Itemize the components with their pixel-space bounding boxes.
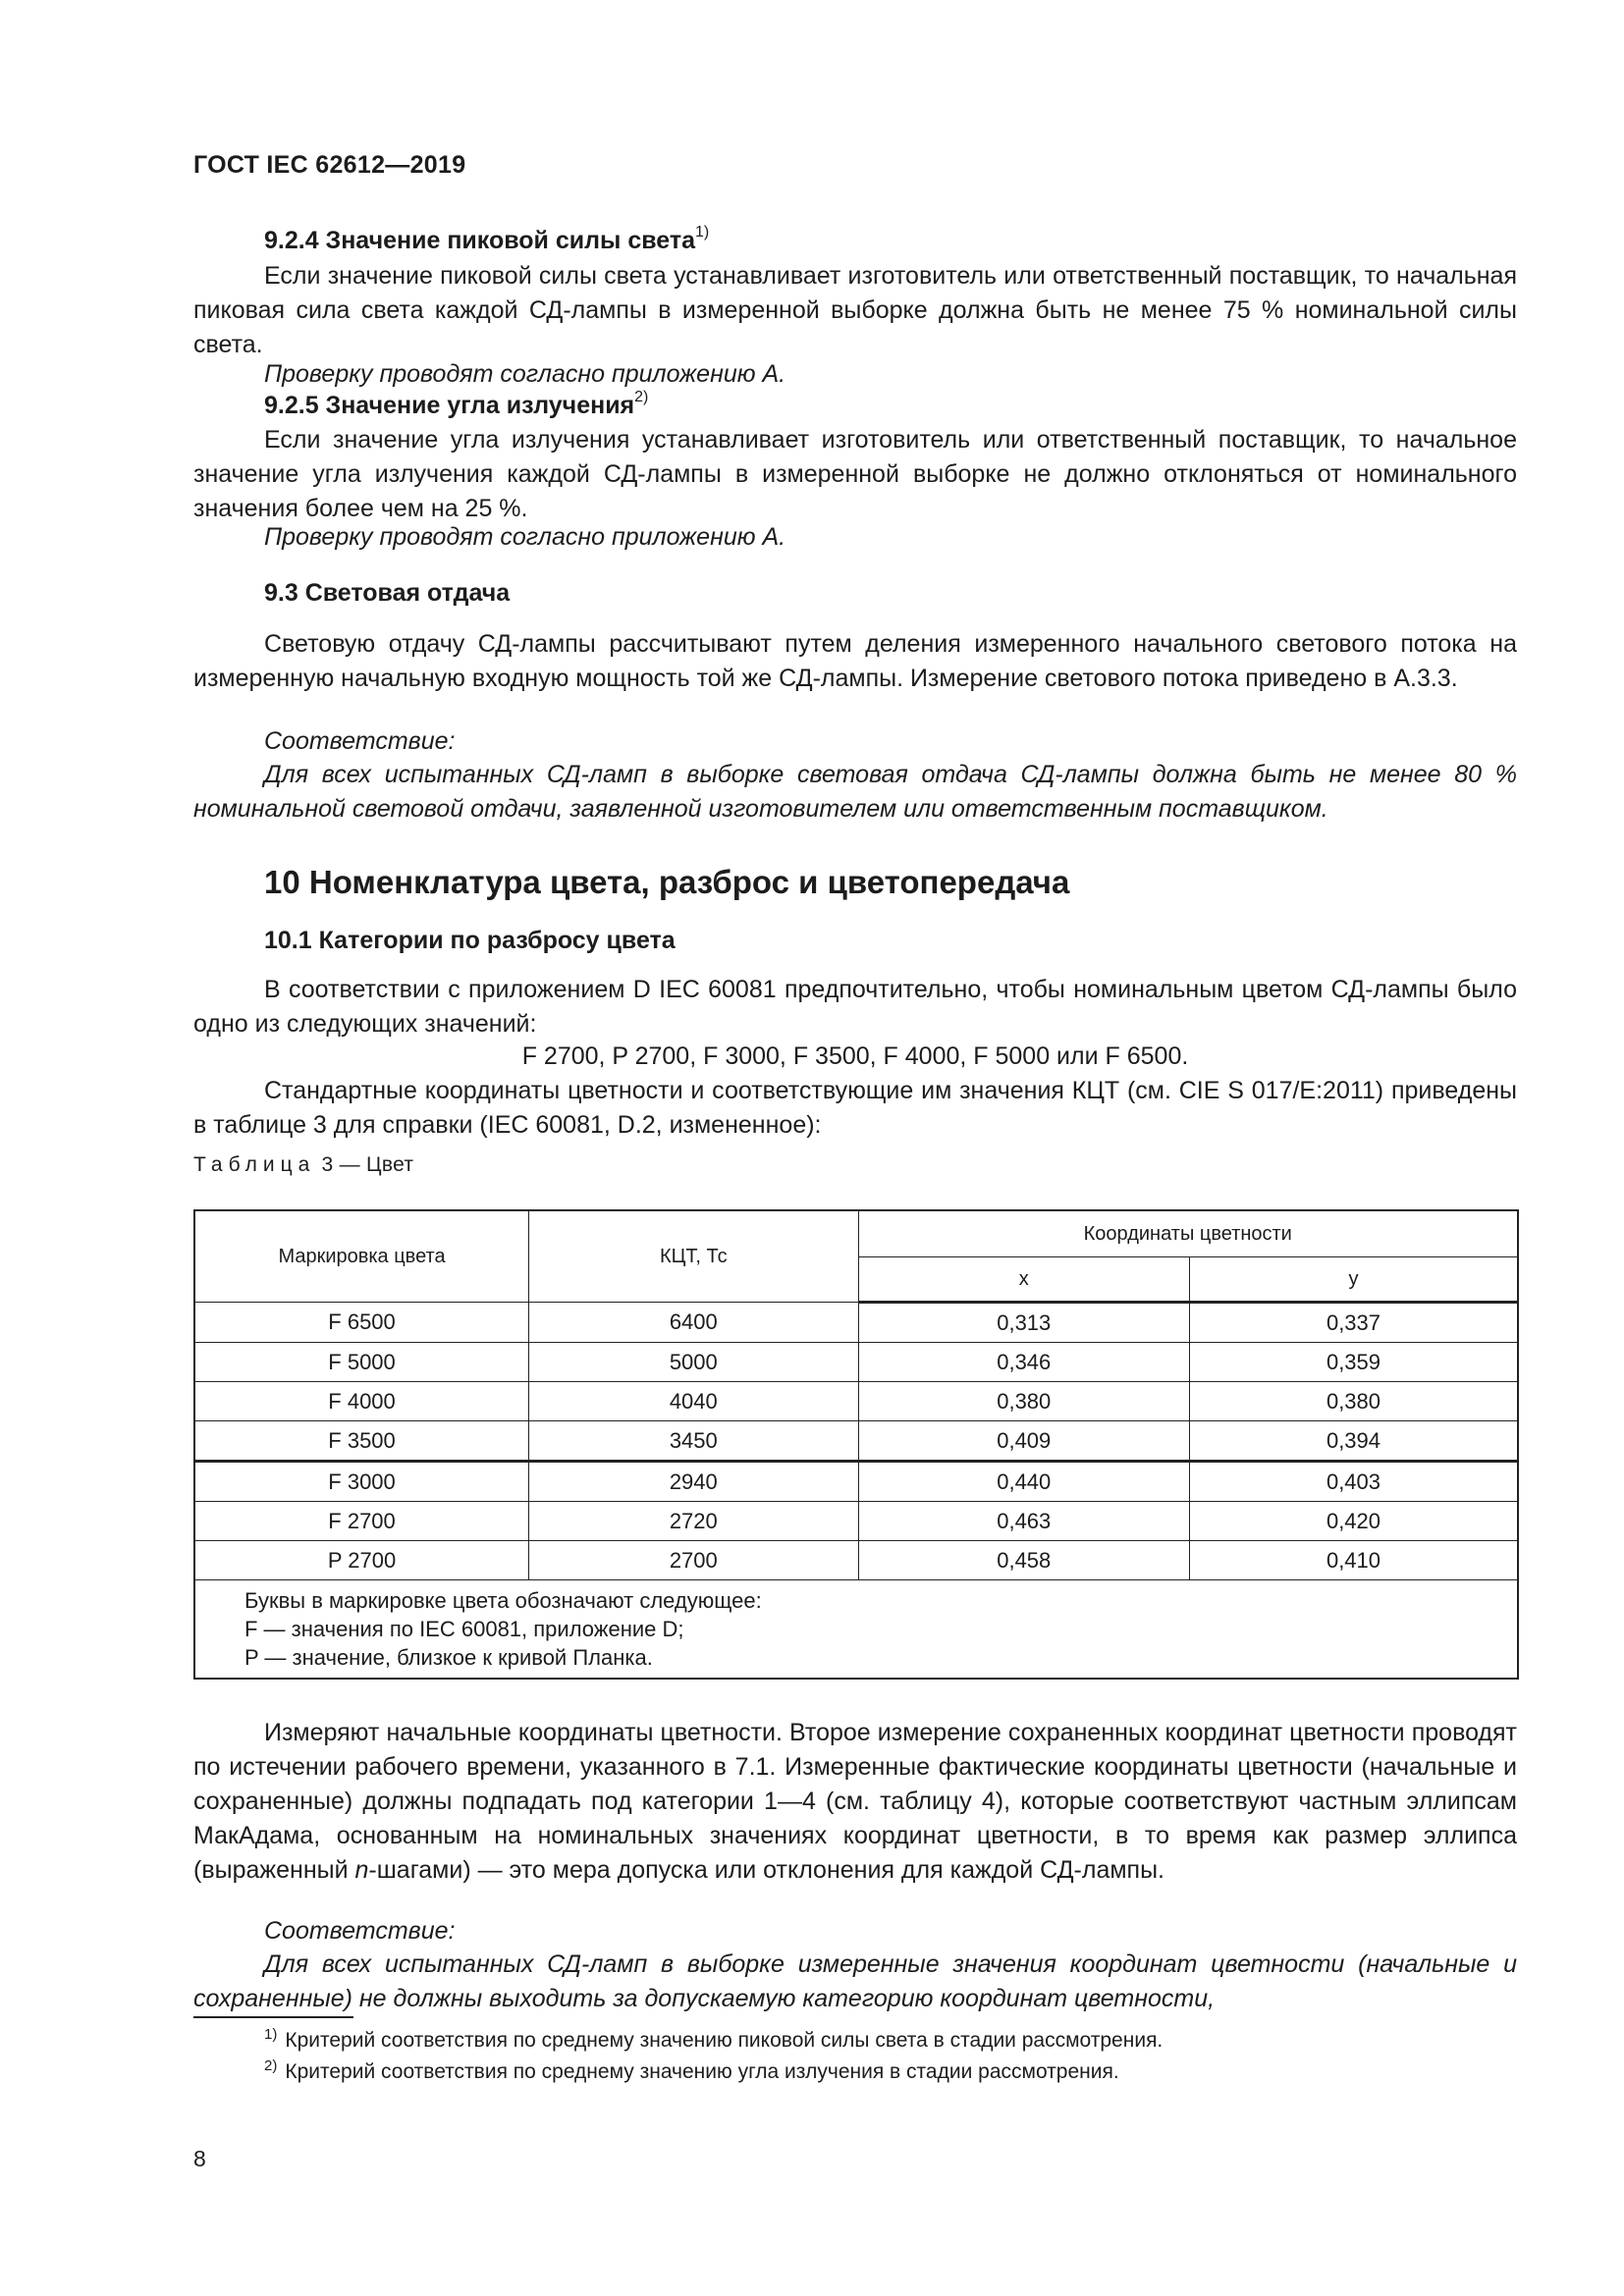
table-row: F 4000 4040 0,380 0,380 (194, 1382, 1518, 1421)
section-10-1-conformity-label: Соответствие: (264, 1917, 456, 1945)
footnote-separator (193, 2016, 353, 2018)
table-3-caption: Таблица 3 — Цвет (193, 1153, 414, 1176)
table-3-color (193, 1209, 1519, 1680)
table-note: Буквы в маркировке цвета обозначают следующее: F — значения по IEC 60081, приложение D; P — значение, близкое к кривой Планка. (194, 1580, 1518, 1680)
section-9-2-4-check: Проверку проводят согласно приложению А. (264, 360, 786, 388)
section-9-3-conformity-label: Соответствие: (264, 727, 456, 755)
section-10-1-measurement-text: Измеряют начальные координаты цветности. Второе измерение сохраненных координат цветности проводят по истечении рабочего времени, указанного в 7.1. Измеренные фактические координаты цветности (начальные и сохраненные) должны подпадать под категории 1—4 (см. таблицу 4), которые соответствуют частным эллипсам МакАдама, основанным на номинальных значениях координат цветности, в то время как размер эллипса (выраженный n-шагами) — это мера допуска или отклонения для каждой СД-лампы. (193, 1719, 1517, 1884)
section-10-1-text-1: В соответствии с приложением D IEC 60081 предпочтительно, чтобы номинальным цветом СД-лампы было одно из следующих значений: (193, 976, 1517, 1038)
section-9-2-4-title: 9.2.4 Значение пиковой силы света$^{1)}$ (264, 224, 710, 254)
table-row: P 2700 2700 0,458 0,410 (194, 1541, 1518, 1580)
footnote-1: $^{1)}$ Критерий соответствия по среднему значению пиковой силы света в стадии рассмотрения. (264, 2026, 1164, 2052)
header-y: y (1189, 1257, 1518, 1303)
document-header: ГОСТ IEC 62612—2019 (193, 151, 466, 179)
section-9-3-conformity-text: Для всех испытанных СД-ламп в выборке световая отдача СД-лампы должна быть не менее 80 % номинальной световой отдачи, заявленной изготовителем или ответственным поставщиком. (193, 761, 1517, 823)
section-9-2-5-text: Если значение угла излучения устанавливает изготовитель или ответственный поставщик, то начальное значение угла излучения каждой СД-лампы в измеренной выборке не должно отклоняться от номинального значения более чем на 25 %. (193, 426, 1517, 522)
footnote-ref-1: 1) (695, 224, 710, 240)
header-marking: Маркировка цвета (194, 1210, 529, 1303)
table-row: F 5000 5000 0,346 0,359 (194, 1343, 1518, 1382)
table-row: F 2700 2720 0,463 0,420 (194, 1502, 1518, 1541)
table-row: F 3000 2940 0,440 0,403 (194, 1462, 1518, 1502)
section-9-2-5-check: Проверку проводят согласно приложению А. (264, 523, 786, 551)
page-number: 8 (193, 2146, 206, 2171)
header-x: x (858, 1257, 1189, 1303)
header-chromaticity: Координаты цветности (858, 1210, 1518, 1257)
section-9-2-5-title: 9.2.5 Значение угла излучения$^{2)}$ (264, 389, 649, 419)
section-10-1-values: F 2700, P 2700, F 3000, F 3500, F 4000, F 5000 или F 6500. (521, 1042, 1189, 1070)
section-10-title: 10 Номенклатура цвета, разброс и цветопередача (264, 864, 1070, 900)
section-10-1-title: 10.1 Категории по разбросу цвета (264, 927, 676, 954)
section-9-3-title: 9.3 Световая отдача (264, 579, 511, 607)
footnote-ref-2: 2) (634, 389, 649, 405)
table-row: F 3500 3450 0,409 0,394 (194, 1421, 1518, 1462)
section-9-2-4-text: Если значение пиковой силы света устанавливает изготовитель или ответственный поставщик, то начальная пиковая сила света каждой СД-лампы в измеренной выборке должна быть не менее 75 % номинальной силы света. (193, 262, 1517, 358)
section-10-1-conformity-text: Для всех испытанных СД-ламп в выборке измеренные значения координат цветности (начальные и сохраненные) не должны выходить за допускаемую категорию координат цветности, (193, 1950, 1517, 2012)
footnote-2: $^{2)}$ Критерий соответствия по среднему значению угла излучения в стадии рассмотрения. (264, 2057, 1119, 2083)
section-9-3-text: Световую отдачу СД-лампы рассчитывают путем деления измеренного начального светового потока на измеренную начальную входную мощность той же СД-лампы. Измерение светового потока приведено в А.3.3. (193, 630, 1517, 692)
header-cct: КЦТ, Тс (529, 1210, 858, 1303)
table-row: F 6500 6400 0,313 0,337 (194, 1303, 1518, 1343)
table-note-row (194, 1580, 1518, 1680)
section-10-1-text-2: Стандартные координаты цветности и соответствующие им значения КЦТ (см. CIE S 017/E:2011) приведены в таблице 3 для справки (IEC 60081, D.2, измененное): (193, 1077, 1517, 1139)
